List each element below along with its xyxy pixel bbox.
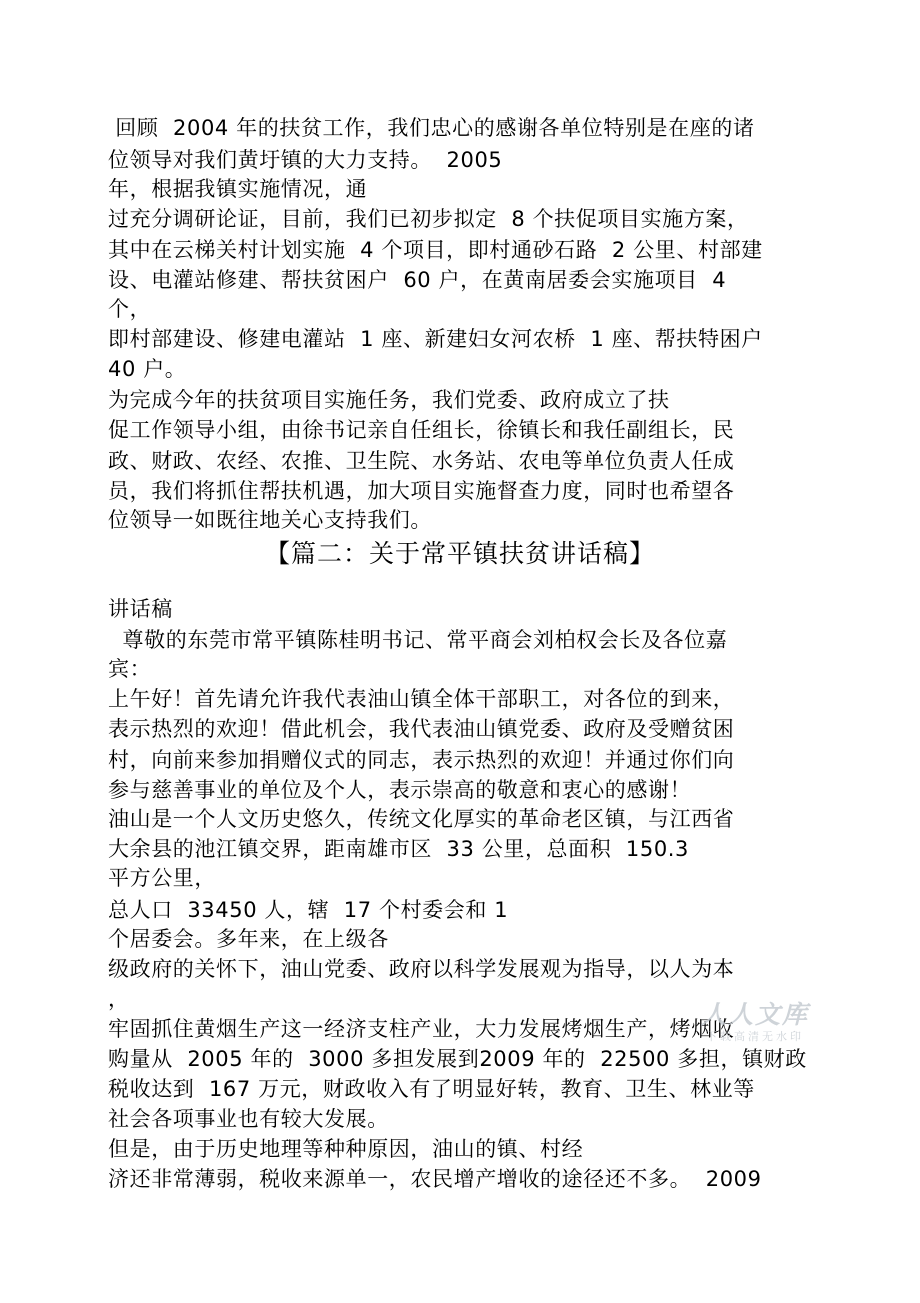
text-line: 参与慈善事业的单位及个人，表示崇高的敬意和衷心的感谢！ (108, 778, 692, 802)
text-line: 回顾 2004 年的扶贫工作，我们忠心的感谢各单位特别是在座的诸 (108, 116, 755, 140)
text-line: 设、电灌站修建、帮扶贫困户 60 户，在黄南居委会实施项目 4 (108, 268, 727, 292)
text-line: 大余县的池江镇交界，距南雄市区 33 公里，总面积 150.3 (108, 837, 690, 861)
text-line: 牢固抓住黄烟生产这一经济支柱产业，大力发展烤烟生产，烤烟收 (108, 1017, 735, 1041)
text-line: 讲话稿 (108, 597, 173, 621)
text-line: 其中在云梯关村计划实施 4 个项目，即村通砂石路 2 公里、村部建 (108, 238, 763, 262)
text-line: 级政府的关怀下，油山党委、政府以科学发展观为指导，以人为本 (108, 957, 735, 981)
text-line: 宾： (108, 657, 152, 681)
text-line: 总人口 33450 人，辖 17 个村委会和 1 (108, 898, 509, 922)
text-line: 政、财政、农经、农推、卫生院、水务站、农电等单位负责人任成 (108, 449, 735, 473)
text-line: 位领导一如既往地关心支持我们。 (108, 508, 432, 532)
text-line: 尊敬的东莞市常平镇陈桂明书记、常平商会刘柏权会长及各位嘉 (108, 628, 728, 652)
text-line: 上午好！首先请允许我代表油山镇全体干部职工，对各位的到来， (108, 687, 735, 711)
text-line: 员，我们将抓住帮扶机遇，加大项目实施督查力度，同时也希望各 (108, 479, 735, 503)
text-line: 表示热烈的欢迎！借此机会，我代表油山镇党委、政府及受赠贫困 (108, 717, 735, 741)
text-line: 个居委会。多年来，在上级各 (108, 927, 389, 951)
text-line: 油山是一个人文历史悠久，传统文化厚实的革命老区镇，与江西省 (108, 807, 735, 831)
text-line: 个， (108, 297, 152, 321)
text-line: 济还非常薄弱，税收来源单一，农民增产增收的途径还不多。 2009 (108, 1167, 762, 1191)
section-heading: 【篇二：关于常平镇扶贫讲话稿】 (264, 539, 655, 568)
text-line: 为完成今年的扶贫项目实施任务，我们党委、政府成立了扶 (108, 388, 670, 412)
text-line: 平方公里， (108, 866, 216, 890)
text-line: 年，根据我镇实施情况，通 (108, 177, 368, 201)
text-line: ， (108, 987, 130, 1011)
text-line: 税收达到 167 万元，财政收入有了明显好转，教育、卫生、林业等 (108, 1077, 755, 1101)
text-line: 村，向前来参加捐赠仪式的同志，表示热烈的欢迎！并通过你们向 (108, 748, 735, 772)
text-line: 过充分调研论证，目前，我们已初步拟定 8 个扶促项目实施方案， (108, 207, 749, 231)
watermark-subtitle: 下载高清无水印 (706, 1030, 804, 1043)
watermark-title: 人人文库 (700, 1000, 809, 1029)
text-line: 即村部建设、修建电灌站 1 座、新建妇女河农桥 1 座、帮扶特困户 (108, 327, 763, 351)
text-line: 但是，由于历史地理等种种原因，油山的镇、村经 (108, 1137, 584, 1161)
text-line: 购量从 2005 年的 3000 多担发展到2009 年的 22500 多担，镇财政 (108, 1047, 807, 1071)
text-line: 社会各项事业也有较大发展。 (108, 1107, 389, 1131)
text-line: 40 户。 (108, 357, 187, 381)
text-line: 位领导对我们黄圩镇的大力支持。 2005 (108, 148, 503, 172)
text-line: 促工作领导小组，由徐书记亲自任组长，徐镇长和我任副组长，民 (108, 418, 735, 442)
